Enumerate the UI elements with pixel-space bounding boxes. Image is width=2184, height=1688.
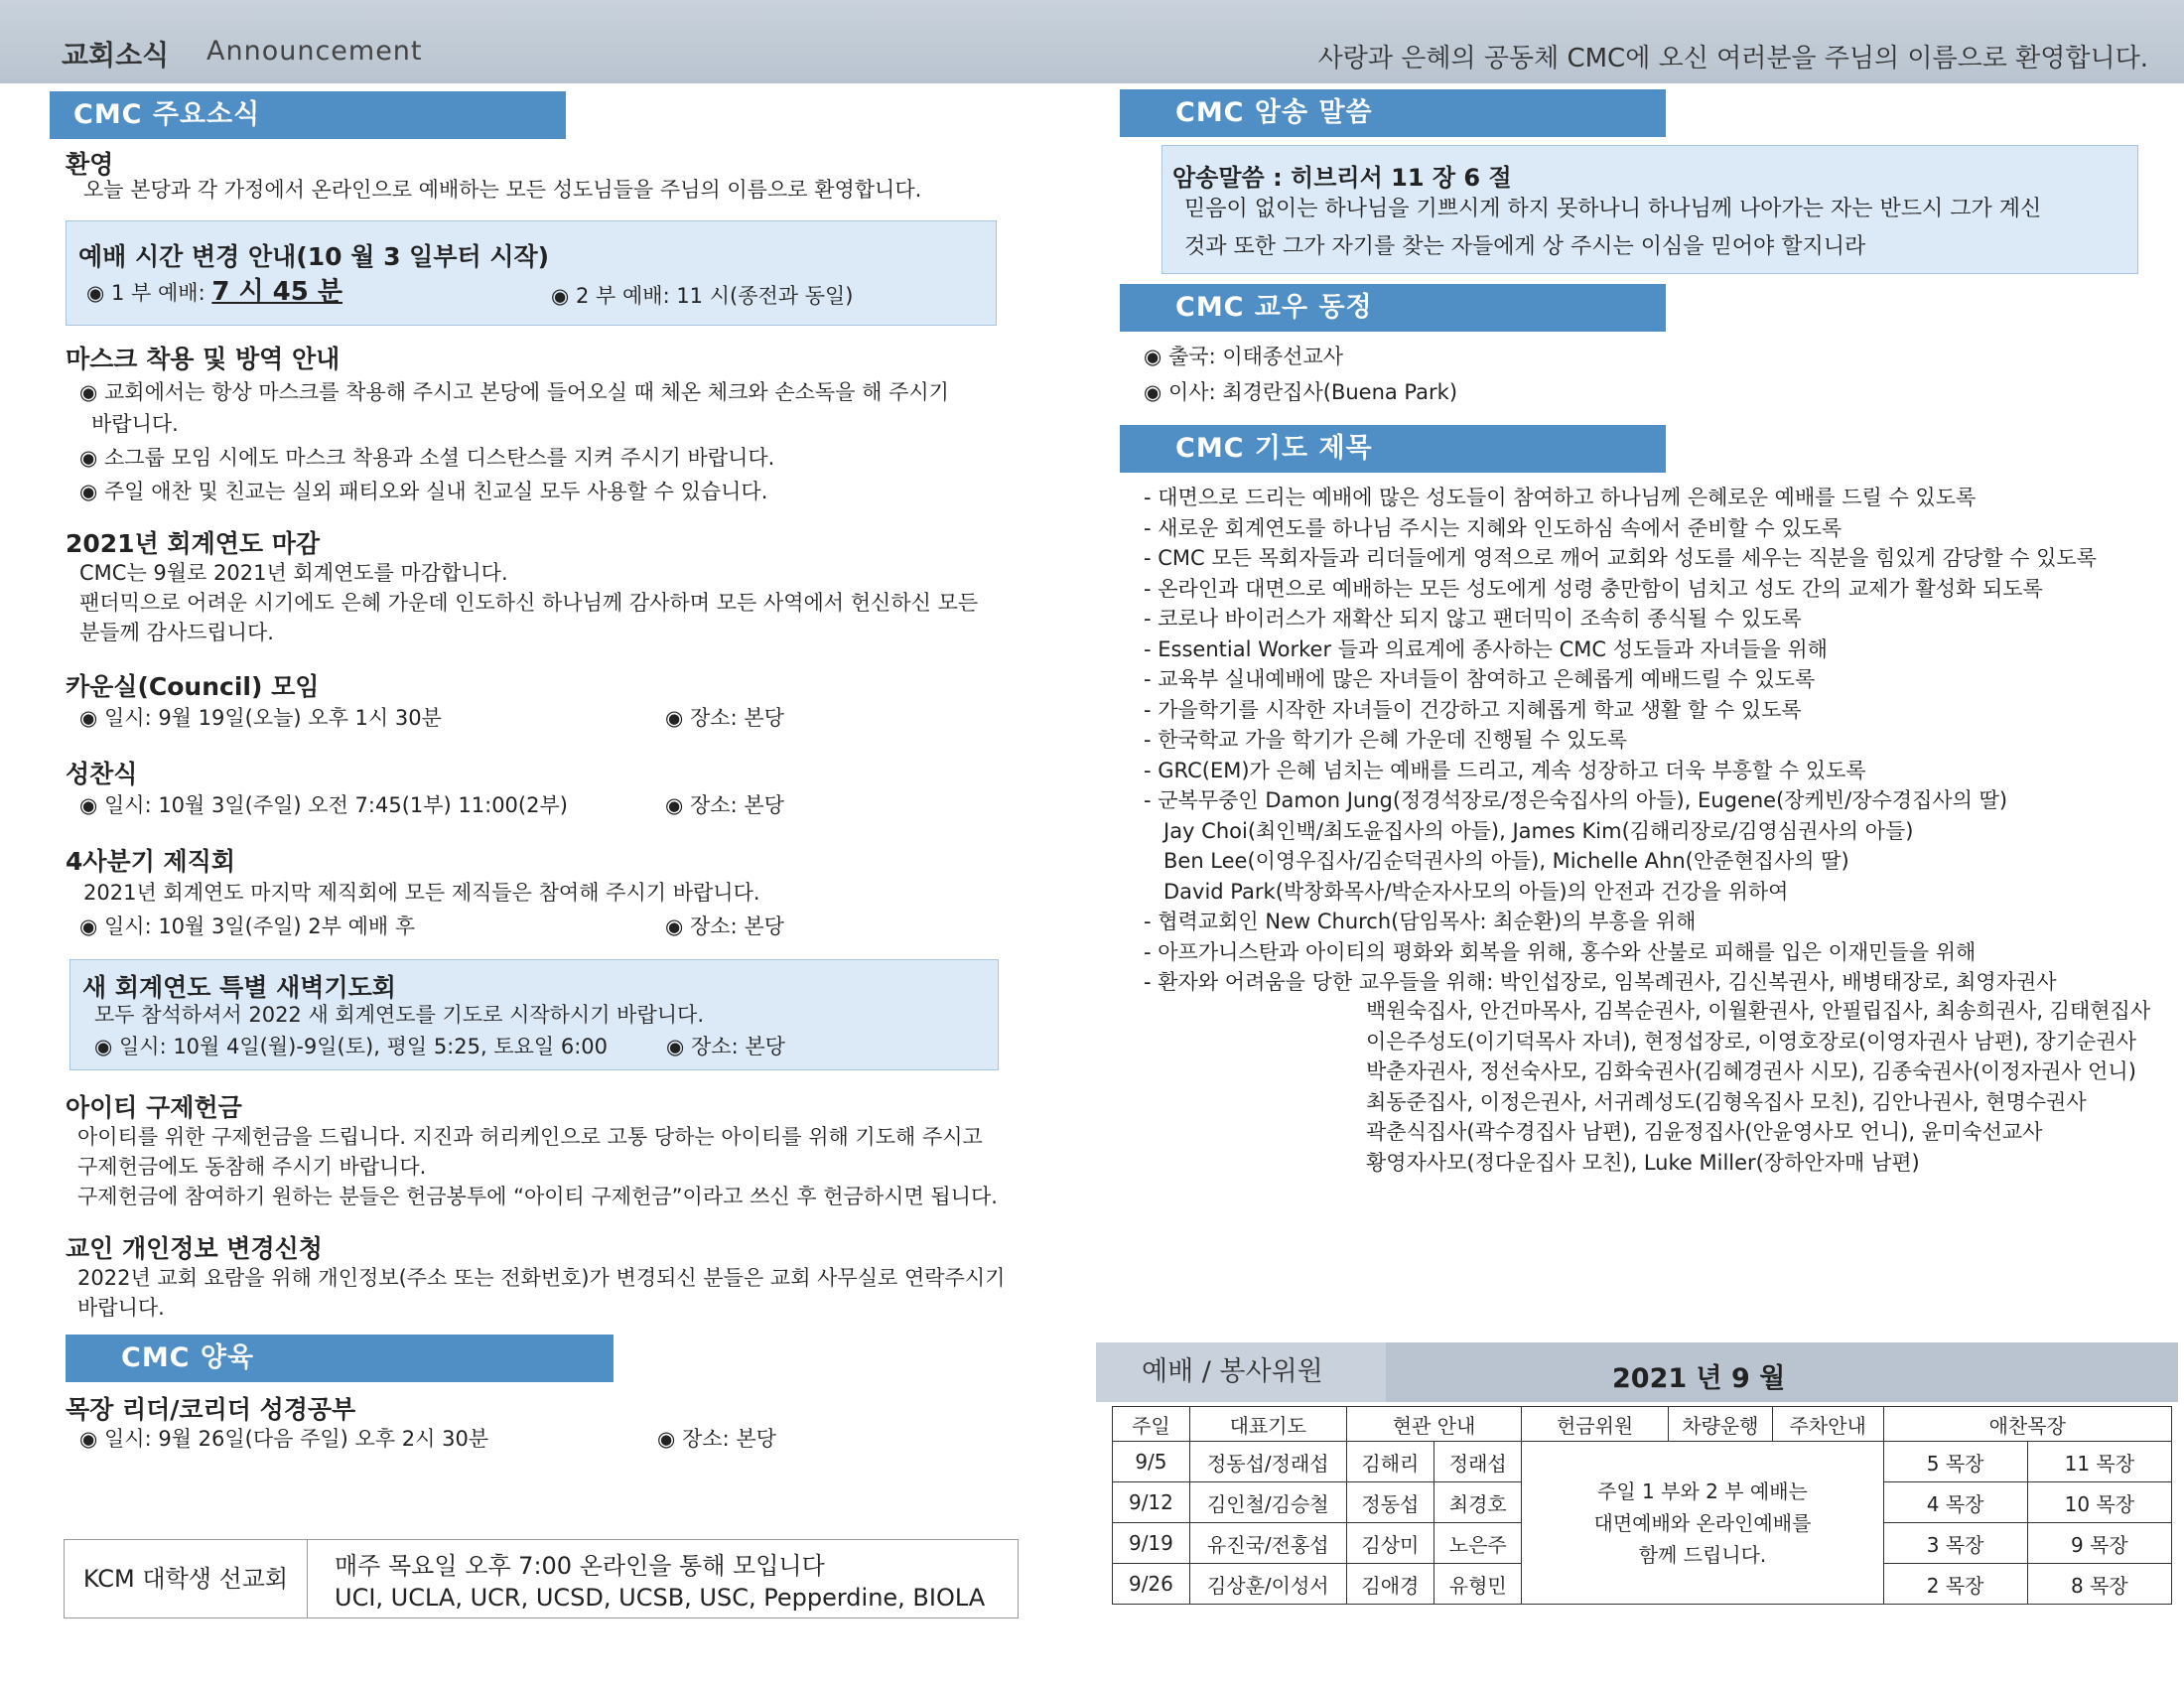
fiscal-line-2: 팬더믹으로 어려운 시기에도 은혜 가운데 인도하신 하나님께 감사하며 모든 사역에서 헌신하신 모든 — [79, 591, 979, 615]
mask-item-1-cont: 바랍니다. — [91, 412, 179, 436]
fiscal-title: 2021년 회계연도 마감 — [66, 529, 321, 558]
quarterly-date: ◉ 일시: 10월 3일(주일) 2부 예배 후 — [79, 912, 415, 942]
cell-meal: 4 목장 — [1883, 1482, 2027, 1523]
service-note-line: 대면예배와 온라인예배를 — [1593, 1510, 1812, 1535]
schedule-header — [1096, 1342, 2178, 1402]
cell-usher: 김상미 — [1346, 1523, 1433, 1564]
memory-verse-line-1: 믿음이 없이는 하나님을 기쁘시게 하지 못하나니 하나님께 나아가는 자는 반드시 그가 계신 — [1184, 197, 2042, 221]
cell-usher: 김애경 — [1346, 1564, 1433, 1605]
mask-item-2: ◉ 소그룹 모임 시에도 마스크 착용과 소셜 디스탄스를 지켜 주시기 바랍니다. — [79, 443, 774, 474]
cell-meal: 3 목장 — [1883, 1523, 2027, 1564]
welcome-banner: 사랑과 은혜의 공동체 CMC에 오신 여러분을 주님의 이름으로 환영합니다. — [1317, 44, 2148, 73]
cell-usher: 노은주 — [1434, 1523, 1522, 1564]
council-date: ◉ 일시: 9월 19일(오늘) 오후 1시 30분 — [79, 703, 442, 734]
prayer-item: - 환자와 어려움을 당한 교우들을 위해: 박인섭장로, 임복례권사, 김신복권사, 배병태장로, 최영자권사 — [1144, 967, 2166, 998]
prayer-list — [1144, 483, 2166, 998]
info-line-2: 바랍니다. — [77, 1296, 165, 1320]
table-row — [1113, 1442, 2172, 1482]
prayer-item: - 협력교회인 New Church(담임목사: 최순환)의 부흥을 위해 — [1144, 907, 2166, 937]
prayer-item: - 온라인과 대면으로 예배하는 모든 성도에게 성령 충만함이 넘치고 성도 간의 교제가 활성화 되도록 — [1144, 574, 2166, 605]
cell-usher: 최경호 — [1434, 1482, 1522, 1523]
col-header: 헌금위원 — [1522, 1407, 1668, 1442]
prayer-item: - Essential Worker 들과 의료계에 종사하는 CMC 성도들과 자녀들을 위해 — [1144, 634, 2166, 665]
prayer-item: - 한국학교 가을 학기가 은혜 가운데 진행될 수 있도록 — [1144, 725, 2166, 756]
kcm-schedule: 매주 목요일 오후 7:00 온라인을 통해 모입니다 — [335, 1552, 825, 1580]
cell-usher: 정동섭 — [1346, 1482, 1433, 1523]
patients-line: 이은주성도(이기덕목사 자녀), 현정섭장로, 이영호장로(이영자권사 남편), 장기순권사 — [1366, 1029, 2136, 1054]
time-change-title: 예배 시간 변경 안내(10 월 3 일부터 시작) — [78, 242, 550, 271]
prayer-item: - 교육부 실내예배에 많은 자녀들이 참여하고 은혜롭게 예배드릴 수 있도록 — [1144, 664, 2166, 695]
prayer-item: - 대면으로 드리는 예배에 많은 성도들이 참여하고 하나님께 은혜로운 예배를 드릴 수 있도록 — [1144, 483, 2166, 513]
service-note — [1522, 1442, 1883, 1605]
prayer-item-cont: Jay Choi(최인백/최도윤집사의 아들), James Kim(김해리장로/김영심권사의 아들) — [1163, 818, 1914, 843]
education-section-heading: CMC 양육 — [66, 1335, 614, 1382]
first-service-time — [86, 277, 342, 309]
haiti-line-1: 아이티를 위한 구제헌금을 드립니다. 지진과 허리케인으로 고통 당하는 아이티를 위해 기도해 주시고 — [77, 1125, 983, 1149]
service-note-line: 주일 1 부와 2 부 예배는 — [1597, 1478, 1808, 1503]
council-title: 카운실(Council) 모임 — [66, 672, 320, 701]
fiscal-line-1: CMC는 9월로 2021년 회계연도를 마감합니다. — [79, 561, 508, 585]
prayer-item: - CMC 모든 목회자들과 리더들에게 영적으로 깨어 교회와 성도를 세우는 직분을 힘있게 감당할 수 있도록 — [1144, 543, 2166, 574]
col-header: 주차안내 — [1772, 1407, 1883, 1442]
prayer-item: - 새로운 회계연도를 하나님 주시는 지혜와 인도하심 속에서 준비할 수 있도록 — [1144, 513, 2166, 544]
dawn-title: 새 회계연도 특별 새벽기도회 — [82, 973, 396, 1002]
patients-line: 최동준집사, 이정은권사, 서귀례성도(김형옥집사 모친), 김안나권사, 현명수권사 — [1366, 1089, 2087, 1114]
dawn-text: 모두 참석하셔서 2022 새 회계연도를 기도로 시작하시기 바랍니다. — [94, 1003, 704, 1027]
cell-usher: 김해리 — [1346, 1442, 1433, 1482]
cell-prayer: 유진국/전홍섭 — [1189, 1523, 1346, 1564]
mask-item-3: ◉ 주일 애찬 및 친교는 실외 패티오와 실내 친교실 모두 사용할 수 있습니다. — [79, 477, 767, 507]
quarterly-title: 4사분기 제직회 — [66, 847, 235, 876]
memory-verse-ref: 암송말씀 : 히브리서 11 장 6 절 — [1172, 164, 1512, 192]
communion-place: ◉ 장소: 본당 — [665, 790, 784, 821]
dawn-place: ◉ 장소: 본당 — [666, 1032, 785, 1062]
prayer-item: - 군복무중인 Damon Jung(정경석장로/정은숙집사의 아들), Eugene(장케빈/장수경집사의 딸) — [1144, 785, 2166, 816]
prayer-item: - 코로나 바이러스가 재확산 되지 않고 팬더믹이 조속히 종식될 수 있도록 — [1144, 604, 2166, 634]
first-service-label: ◉ 1 부 예배: — [86, 281, 211, 305]
first-service-new-time: 7 시 45 분 — [211, 277, 342, 307]
mask-item-1: ◉ 교회에서는 항상 마스크를 착용해 주시고 본당에 들어오실 때 체온 체크와 손소독을 해 주시기 — [79, 377, 949, 408]
prayer-section-heading: CMC 기도 제목 — [1120, 425, 1666, 473]
quarterly-text: 2021년 회계연도 마지막 제직회에 모든 제직들은 참여해 주시기 바랍니다. — [83, 881, 760, 905]
cell-usher: 정래섭 — [1434, 1442, 1522, 1482]
patients-line: 박춘자권사, 정선숙사모, 김화숙권사(김혜경권사 시모), 김종숙권사(이정자권사 언니) — [1366, 1059, 2136, 1083]
haiti-line-3: 구제헌금에 참여하기 원하는 분들은 헌금봉투에 “아이티 구제헌금”이라고 쓰신 후 헌금하시면 됩니다. — [77, 1185, 998, 1208]
members-item-1: ◉ 출국: 이태종선교사 — [1144, 342, 1343, 372]
memory-verse-line-2: 것과 또한 그가 자기를 찾는 자들에게 상 주시는 이심을 믿어야 할지니라 — [1184, 234, 1866, 259]
fiscal-line-3: 분들께 감사드립니다. — [79, 621, 274, 644]
memory-verse-box — [1161, 145, 2138, 274]
bible-study-place: ◉ 장소: 본당 — [657, 1424, 776, 1455]
members-item-2: ◉ 이사: 최경란집사(Buena Park) — [1144, 377, 1457, 408]
dawn-date: ◉ 일시: 10월 4일(월)-9일(토), 평일 5:25, 토요일 6:00 — [94, 1032, 608, 1062]
cell-date: 9/19 — [1113, 1523, 1190, 1564]
patients-list — [1366, 996, 2160, 1178]
memory-section-heading: CMC 암송 말씀 — [1120, 89, 1666, 137]
col-header: 애찬목장 — [1883, 1407, 2172, 1442]
page-title: 교회소식 — [62, 39, 170, 71]
cell-meal: 2 목장 — [1883, 1564, 2027, 1605]
news-section-heading: CMC 주요소식 — [50, 91, 566, 139]
cell-prayer: 정동섭/정래섭 — [1189, 1442, 1346, 1482]
communion-date: ◉ 일시: 10월 3일(주일) 오전 7:45(1부) 11:00(2부) — [79, 790, 568, 821]
cell-date: 9/12 — [1113, 1482, 1190, 1523]
haiti-title: 아이티 구제헌금 — [66, 1093, 242, 1122]
info-line-1: 2022년 교회 요람을 위해 개인정보(주소 또는 전화번호)가 변경되신 분들은 교회 사무실로 연락주시기 — [77, 1266, 1006, 1290]
prayer-item-cont: David Park(박창화목사/박순자사모의 아들)의 안전과 건강을 위하여 — [1163, 879, 1789, 904]
cell-meal: 9 목장 — [2027, 1523, 2171, 1564]
welcome-title: 환영 — [66, 150, 114, 179]
cell-prayer: 김인철/김승철 — [1189, 1482, 1346, 1523]
prayer-item: - 아프가니스탄과 아이티의 평화와 회복을 위해, 홍수와 산불로 피해를 입은 이재민들을 위해 — [1144, 937, 2166, 968]
cell-meal: 8 목장 — [2027, 1564, 2171, 1605]
prayer-item-cont: Ben Lee(이영우집사/김순덕권사의 아들), Michelle Ahn(안준현집사의 딸) — [1163, 849, 1849, 873]
table-header-row — [1113, 1407, 2172, 1442]
mask-title: 마스크 착용 및 방역 안내 — [66, 345, 341, 373]
patients-line: 백원숙집사, 안건마목사, 김복순권사, 이월환권사, 안필립집사, 최송희권사, 김태현집사 — [1366, 999, 2151, 1023]
cell-meal: 11 목장 — [2027, 1442, 2171, 1482]
kcm-name: KCM 대학생 선교회 — [65, 1540, 308, 1618]
cell-meal: 10 목장 — [2027, 1482, 2171, 1523]
welcome-text: 오늘 본당과 각 가정에서 온라인으로 예배하는 모든 성도님들을 주님의 이름으로 환영합니다. — [83, 178, 922, 202]
cell-date: 9/26 — [1113, 1564, 1190, 1605]
col-header: 현관 안내 — [1346, 1407, 1522, 1442]
dawn-prayer-box — [69, 959, 999, 1070]
schedule-table — [1112, 1406, 2172, 1605]
cell-date: 9/5 — [1113, 1442, 1190, 1482]
bible-study-date: ◉ 일시: 9월 26일(다음 주일) 오후 2시 30분 — [79, 1424, 488, 1455]
second-service-time: ◉ 2 부 예배: 11 시(종전과 동일) — [551, 281, 854, 312]
kcm-schools: UCI, UCLA, UCR, UCSD, UCSB, USC, Pepperdine, BIOLA — [335, 1584, 986, 1612]
haiti-line-2: 구제헌금에도 동참해 주시기 바랍니다. — [77, 1155, 427, 1179]
cell-meal: 5 목장 — [1883, 1442, 2027, 1482]
col-header: 차량운행 — [1668, 1407, 1772, 1442]
schedule-label: 예배 / 봉사위원 — [1096, 1342, 1386, 1402]
time-change-box — [66, 220, 997, 326]
page-header — [0, 0, 2184, 83]
quarterly-place: ◉ 장소: 본당 — [665, 912, 784, 942]
prayer-item: - 가을학기를 시작한 자녀들이 건강하고 지혜롭게 학교 생활 할 수 있도록 — [1144, 695, 2166, 726]
cell-prayer: 김상훈/이성서 — [1189, 1564, 1346, 1605]
bible-study-title: 목장 리더/코리더 성경공부 — [66, 1395, 356, 1424]
kcm-box — [64, 1539, 1019, 1618]
service-note-line: 함께 드립니다. — [1638, 1542, 1767, 1567]
patients-line: 황영자사모(정다운집사 모친), Luke Miller(장하안자매 남편) — [1366, 1150, 1920, 1175]
schedule-month: 2021 년 9 월 — [1612, 1363, 1786, 1394]
cell-usher: 유형민 — [1434, 1564, 1522, 1605]
prayer-item: - GRC(EM)가 은혜 넘치는 예배를 드리고, 계속 성장하고 더욱 부흥할 수 있도록 — [1144, 756, 2166, 786]
patients-line: 곽춘식집사(곽수경집사 남편), 김윤정집사(안윤영사모 언니), 윤미숙선교사 — [1366, 1120, 2043, 1144]
info-title: 교인 개인정보 변경신청 — [66, 1234, 323, 1263]
page-title-en: Announcement — [206, 36, 423, 67]
col-header: 주일 — [1113, 1407, 1190, 1442]
members-section-heading: CMC 교우 동정 — [1120, 284, 1666, 332]
communion-title: 성찬식 — [66, 760, 138, 788]
col-header: 대표기도 — [1189, 1407, 1346, 1442]
council-place: ◉ 장소: 본당 — [665, 703, 784, 734]
